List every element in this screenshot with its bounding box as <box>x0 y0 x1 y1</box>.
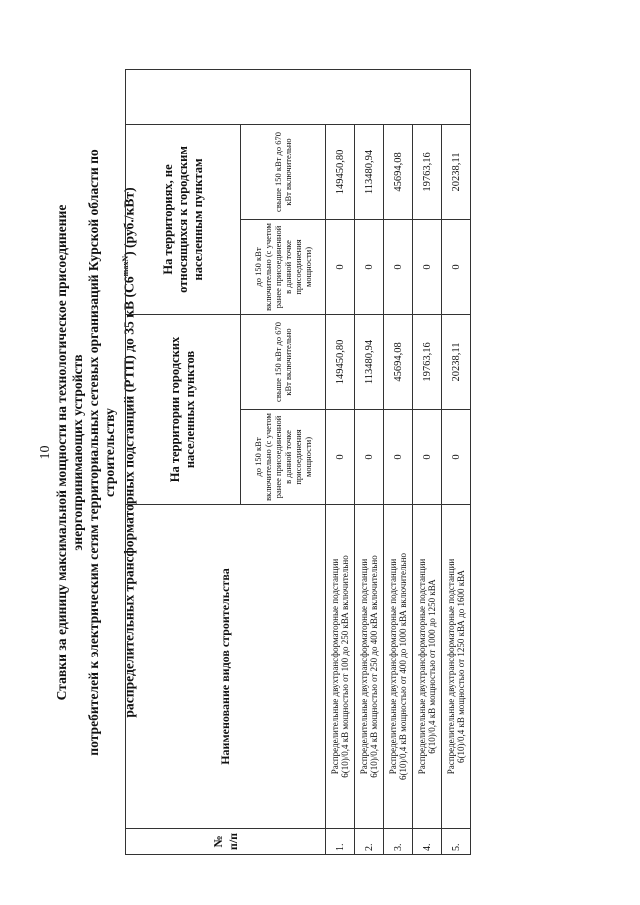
nonurban-up-to-150-value: 0 <box>384 219 413 314</box>
rates-table <box>125 69 471 855</box>
nonurban-150-670-value: 113480,94 <box>355 124 384 219</box>
row-name <box>413 504 442 828</box>
title-line-3-suffix: ) (руб./кВт) <box>121 187 137 256</box>
header-urban-up-to-150: до 150 кВт включительно (с учетом ранее присоединенной в данной точке присоединения мощности) <box>241 409 326 504</box>
header-urban-150-670: свыше 150 кВт до 670 кВт включительно <box>241 314 326 409</box>
row-name <box>326 504 355 828</box>
table-row <box>413 69 442 854</box>
row-name <box>355 504 384 828</box>
row-number: 5. <box>442 829 471 855</box>
row-name-line-2: 6(10)/0,4 кВ мощностью от 100 до 250 кВА включительно <box>340 555 350 778</box>
row-number: 2. <box>355 829 384 855</box>
urban-150-670-value: 113480,94 <box>355 314 384 409</box>
urban-150-670-value: 149450,80 <box>326 314 355 409</box>
page-number: 10 <box>38 445 53 460</box>
row-name-line-1: Распределительные двухтрансформаторные подстанции <box>416 558 427 775</box>
title-line-2: потребителей к электрическим сетям территориальных сетевых организаций Курской области по строительству <box>86 149 117 756</box>
table-row <box>355 69 384 854</box>
nonurban-150-670-value: 149450,80 <box>326 124 355 219</box>
urban-150-670-value: 20238,11 <box>442 314 471 409</box>
row-number: 4. <box>413 829 442 855</box>
row-name-line-1: Распределительные двухтрансформаторные подстанции <box>358 558 369 775</box>
urban-up-to-150-value: 0 <box>384 409 413 504</box>
header-nonurban: На территориях, не относящихся к городским населенным пунктам <box>126 124 241 314</box>
urban-up-to-150-value: 0 <box>442 409 471 504</box>
nonurban-up-to-150-value: 0 <box>413 219 442 314</box>
nonurban-up-to-150-value: 0 <box>442 219 471 314</box>
nonurban-150-670-value: 19763,16 <box>413 124 442 219</box>
nonurban-150-670-value: 20238,11 <box>442 124 471 219</box>
nonurban-150-670-value: 45694,08 <box>384 124 413 219</box>
urban-150-670-value: 19763,16 <box>413 314 442 409</box>
table-row <box>384 69 413 854</box>
header-num: № п/п <box>126 829 326 855</box>
row-name-line-1: Распределительные двухтрансформаторные подстанции <box>329 558 340 775</box>
header-row-1 <box>126 69 241 854</box>
row-name-line-2: 6(10)/0,4 кВ мощностью от 1250 кВА до 1600 кВА <box>456 569 466 764</box>
row-number: 1. <box>326 829 355 855</box>
header-nonurban-up-to-150: до 150 кВт включительно (с учетом ранее присоединенной в данной точке присоединения мощности) <box>241 219 326 314</box>
right-margin-cell <box>126 69 471 124</box>
urban-150-670-value: 45694,08 <box>384 314 413 409</box>
row-name-line-1: Распределительные двухтрансформаторные подстанции <box>445 558 456 775</box>
title-line-3-prefix: распределительных трансформаторных подстанций (РТП) до 35 кВ (С6 <box>121 276 137 718</box>
urban-up-to-150-value: 0 <box>326 409 355 504</box>
row-name-line-2: 6(10)/0,4 кВ мощностью от 400 до 1000 кВА включительно <box>398 553 408 780</box>
header-name: Наименование видов строительства <box>126 504 326 828</box>
row-name <box>442 504 471 828</box>
table-row <box>326 69 355 854</box>
row-number: 3. <box>384 829 413 855</box>
table-row <box>442 69 471 854</box>
nonurban-up-to-150-value: 0 <box>326 219 355 314</box>
header-urban: На территории городских населенных пунктов <box>126 314 241 504</box>
row-name-line-2: 6(10)/0,4 кВ мощностью от 250 до 400 кВА включительно <box>369 555 379 778</box>
row-name <box>384 504 413 828</box>
title-superscript: maxN <box>121 255 130 277</box>
urban-up-to-150-value: 0 <box>413 409 442 504</box>
nonurban-up-to-150-value: 0 <box>355 219 384 314</box>
row-name-line-1: Распределительные двухтрансформаторные подстанции <box>387 558 398 775</box>
row-name-line-2: 6(10)/0,4 кВ мощностью от 1000 до 1250 кВА <box>427 579 437 754</box>
header-nonurban-150-670: свыше 150 кВт до 670 кВт включительно <box>241 124 326 219</box>
urban-up-to-150-value: 0 <box>355 409 384 504</box>
title-line-1: Ставки за единицу максимальной мощности на технологическое присоединение энергопринимающих устройств <box>54 204 85 701</box>
